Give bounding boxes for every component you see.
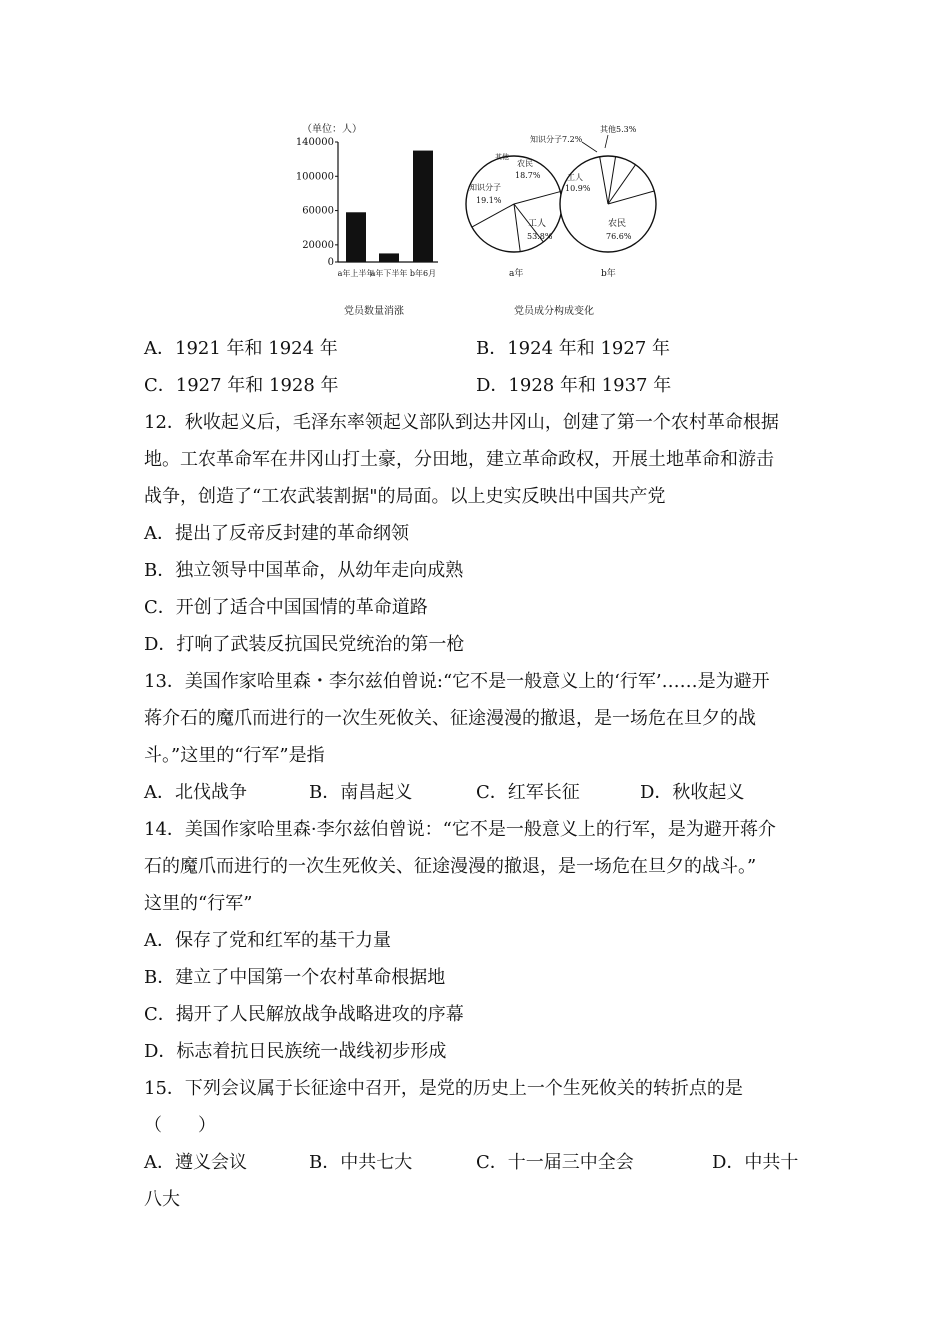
pie-a-other-name: 其他 (495, 153, 509, 161)
chart-svg (296, 118, 666, 328)
q14-stem-line-1: 14．美国作家哈里森·李尔兹伯曾说：“它不是一般意义上的行军，是为避开蒋介 (144, 819, 776, 840)
q12-option-c[interactable]: C．开创了适合中国国情的革命道路 (144, 597, 428, 618)
q15-options-row (144, 1144, 812, 1181)
bar-0 (346, 212, 366, 262)
bar-y-tick-label-0: 140000 (296, 137, 334, 148)
pie-a-farmer-value: 18.7% (515, 171, 541, 180)
q11-option-b[interactable]: B．1924 年和 1927 年 (476, 338, 671, 359)
pie-b-year-label: b年 (601, 269, 616, 279)
q15-option-c[interactable]: C．十一届三中全会 (476, 1152, 634, 1173)
q15-option-b[interactable]: B．中共七大 (309, 1152, 413, 1173)
q11-options-row-2 (144, 367, 812, 404)
q13-option-d[interactable]: D．秋收起义 (640, 782, 745, 803)
q13-stem-line-2: 蒋介石的魔爪而进行的一次生死攸关、征途漫漫的撤退，是一场危在旦夕的战 (144, 708, 756, 729)
question-content (144, 330, 812, 1218)
q12-option-d[interactable]: D．打响了武装反抗国民党统治的第一枪 (144, 634, 465, 655)
q13-option-a[interactable]: A．北伐战争 (144, 782, 247, 803)
q12-option-a[interactable]: A．提出了反帝反封建的革命纲领 (144, 523, 409, 544)
bar-category-label-0: a年上半年 (337, 269, 375, 278)
pie-a-worker-value: 53.8% (527, 232, 553, 241)
q15-option-d[interactable]: D．中共十 (712, 1152, 799, 1173)
q11-options-row-1 (144, 330, 812, 367)
bar-y-tick-label-3: 20000 (302, 239, 334, 251)
q11-option-c[interactable]: C．1927 年和 1928 年 (144, 375, 339, 396)
pie-a-year-label: a年 (509, 269, 524, 279)
pie-a-intellectual-value: 19.1% (476, 196, 502, 205)
q15-stem-line-1: 15．下列会议属于长征途中召开，是党的历史上一个生死攸关的转折点的是 (144, 1078, 743, 1099)
q12-stem-line-3: 战争，创造了“工农武装割据"的局面。以上史实反映出中国共产党 (144, 486, 666, 507)
pie-b-intellectual-label: 知识分子7.2% (530, 135, 583, 144)
pie-a-worker-name: 工人 (528, 219, 547, 229)
pie-b-farmer-value: 76.6% (606, 232, 632, 241)
q12-stem-line-2: 地。工农革命军在井冈山打土豪，分田地，建立革命政权，开展土地革命和游击 (144, 449, 774, 470)
bar-y-tick-label-2: 60000 (302, 205, 334, 217)
q14-stem-line-3: 这里的“行军” (144, 893, 253, 914)
bar-y-tick-label-4: 0 (327, 257, 334, 268)
q13-stem-line-3: 斗。”这里的“行军”是指 (144, 745, 325, 766)
bar-1 (379, 253, 399, 262)
q11-option-d[interactable]: D．1928 年和 1937 年 (476, 375, 672, 396)
q13-option-c[interactable]: C．红军长征 (476, 782, 580, 803)
q14-option-c[interactable]: C．揭开了人民解放战争战略进攻的序幕 (144, 1004, 464, 1025)
q13-options-row (144, 774, 812, 811)
bar-unit-label: （单位：人） (302, 124, 362, 135)
q14-option-d[interactable]: D．标志着抗日民族统一战线初步形成 (144, 1041, 447, 1062)
pie-a-farmer-name: 农民 (517, 159, 533, 168)
q14-option-a[interactable]: A．保存了党和红军的基干力量 (144, 930, 391, 951)
q12-stem-line-1: 12．秋收起义后，毛泽东率领起义部队到达井冈山，创建了第一个农村革命根据 (144, 412, 779, 433)
q15-option-a[interactable]: A．遵义会议 (144, 1152, 247, 1173)
bar-caption: 党员数量消涨 (344, 306, 404, 317)
q12-option-b[interactable]: B．独立领导中国革命，从幼年走向成熟 (144, 560, 464, 581)
q15-answer-blank: （ ） (144, 1115, 216, 1136)
pie-b-other-leader (605, 135, 608, 148)
q15-option-d-continued: 八大 (144, 1189, 180, 1210)
chart-figure (296, 118, 666, 328)
bar-category-label-1: a年下半年 (370, 269, 408, 278)
q13-stem-line-1: 13．美国作家哈里森・李尔兹伯曾说:“它不是一般意义上的‘行军’……是为避开 (144, 671, 770, 692)
bar-category-label-2: b年6月 (409, 269, 437, 278)
q14-option-b[interactable]: B．建立了中国第一个农村革命根据地 (144, 967, 446, 988)
bar-2 (413, 151, 433, 262)
pie-a-intellectual-name: 知识分子 (469, 183, 501, 192)
pie-b-worker-value: 10.9% (565, 184, 591, 193)
q13-option-b[interactable]: B．南昌起义 (309, 782, 413, 803)
pie-b-farmer-name: 农民 (608, 219, 627, 229)
bar-y-tick-label-1: 100000 (296, 171, 334, 183)
pie-b-worker-name: 工人 (567, 173, 583, 182)
pie-b-other-label: 其他5.3% (600, 125, 637, 134)
pie-caption: 党员成分构成变化 (514, 306, 594, 317)
pie-b-intellectual-leader (582, 142, 597, 152)
q14-stem-line-2: 石的魔爪而进行的一次生死攸关、征途漫漫的撤退，是一场危在旦夕的战斗。” (144, 856, 757, 877)
q11-option-a[interactable]: A．1921 年和 1924 年 (144, 338, 338, 359)
